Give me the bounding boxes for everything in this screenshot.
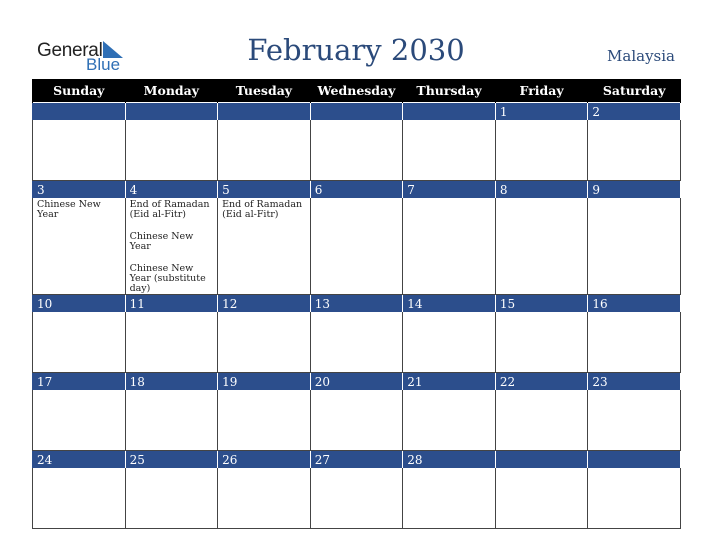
holiday-event: Chinese New Year <box>37 199 101 220</box>
week-events-row <box>33 198 681 295</box>
week-events-row <box>33 120 681 181</box>
day-number: 3 <box>33 181 126 199</box>
day-number: 21 <box>403 373 496 391</box>
day-cell[interactable] <box>495 198 588 295</box>
holiday-event: End of Ramadan (Eid al-Fitr) <box>222 199 303 220</box>
day-cell[interactable] <box>495 468 588 529</box>
day-number: 28 <box>403 451 496 469</box>
day-number: 13 <box>310 295 403 313</box>
day-cell[interactable] <box>218 120 311 181</box>
day-cell[interactable] <box>403 312 496 373</box>
day-number: 11 <box>125 295 218 313</box>
day-cell[interactable] <box>310 468 403 529</box>
day-cell[interactable] <box>310 120 403 181</box>
day-number: 12 <box>218 295 311 313</box>
logo-text-blue: Blue <box>86 55 121 74</box>
day-cell[interactable] <box>403 120 496 181</box>
day-cell[interactable] <box>588 312 681 373</box>
week-events-row <box>33 390 681 451</box>
day-number: 27 <box>310 451 403 469</box>
day-number: 20 <box>310 373 403 391</box>
day-cell[interactable] <box>33 312 126 373</box>
day-cell[interactable] <box>125 468 218 529</box>
day-cell[interactable] <box>588 468 681 529</box>
day-cell[interactable] <box>218 390 311 451</box>
day-cell[interactable] <box>588 120 681 181</box>
weekday-header: Wednesday <box>310 79 403 103</box>
weekday-header: Monday <box>125 79 218 103</box>
week-number-row <box>33 295 681 313</box>
day-number: 4 <box>125 181 218 199</box>
day-number: 6 <box>310 181 403 199</box>
weekday-header-row <box>33 79 681 103</box>
day-cell[interactable] <box>218 312 311 373</box>
day-cell[interactable] <box>310 198 403 295</box>
day-cell[interactable] <box>33 468 126 529</box>
day-cell[interactable] <box>33 198 126 295</box>
day-cell[interactable] <box>588 198 681 295</box>
day-number <box>403 103 496 121</box>
day-number: 10 <box>33 295 126 313</box>
day-number: 14 <box>403 295 496 313</box>
day-number <box>495 451 588 469</box>
day-cell[interactable] <box>218 468 311 529</box>
day-number <box>310 103 403 121</box>
day-cell[interactable] <box>33 120 126 181</box>
day-cell[interactable] <box>403 390 496 451</box>
day-cell[interactable] <box>495 120 588 181</box>
day-number: 22 <box>495 373 588 391</box>
week-events-row <box>33 468 681 529</box>
day-number: 8 <box>495 181 588 199</box>
day-number: 16 <box>588 295 681 313</box>
country-label: Malaysia <box>607 47 675 65</box>
day-cell[interactable] <box>125 198 218 295</box>
day-number: 17 <box>33 373 126 391</box>
week-number-row <box>33 451 681 469</box>
calendar-grid <box>32 79 681 529</box>
holiday-event: Chinese New Year (substitute day) <box>129 263 206 294</box>
day-number: 24 <box>33 451 126 469</box>
day-number: 26 <box>218 451 311 469</box>
weekday-header: Sunday <box>33 79 126 103</box>
day-cell[interactable] <box>125 390 218 451</box>
day-cell[interactable] <box>33 390 126 451</box>
day-cell[interactable] <box>403 198 496 295</box>
week-number-row <box>33 103 681 121</box>
day-cell[interactable] <box>125 312 218 373</box>
day-cell[interactable] <box>310 390 403 451</box>
day-number: 25 <box>125 451 218 469</box>
day-number <box>218 103 311 121</box>
day-number <box>33 103 126 121</box>
day-number: 18 <box>125 373 218 391</box>
day-number: 23 <box>588 373 681 391</box>
holiday-event: End of Ramadan (Eid al-Fitr) <box>129 199 210 220</box>
calendar-title: February 2030 <box>247 33 465 67</box>
holiday-event: Chinese New Year <box>129 231 194 252</box>
day-number: 2 <box>588 103 681 121</box>
weekday-header: Saturday <box>588 79 681 103</box>
weekday-header: Friday <box>495 79 588 103</box>
day-cell[interactable] <box>310 312 403 373</box>
day-cell[interactable] <box>218 198 311 295</box>
week-number-row <box>33 373 681 391</box>
day-cell[interactable] <box>495 390 588 451</box>
logo-text-general: General <box>37 40 103 61</box>
day-cell[interactable] <box>125 120 218 181</box>
weekday-header: Tuesday <box>218 79 311 103</box>
calendar-weeks <box>33 103 681 529</box>
day-number: 19 <box>218 373 311 391</box>
day-number: 1 <box>495 103 588 121</box>
day-cell[interactable] <box>495 312 588 373</box>
day-number: 15 <box>495 295 588 313</box>
weekday-header: Thursday <box>403 79 496 103</box>
day-number: 7 <box>403 181 496 199</box>
day-number: 5 <box>218 181 311 199</box>
day-number <box>125 103 218 121</box>
week-number-row <box>33 181 681 199</box>
week-events-row <box>33 312 681 373</box>
day-number: 9 <box>588 181 681 199</box>
day-cell[interactable] <box>588 390 681 451</box>
day-number <box>588 451 681 469</box>
day-cell[interactable] <box>403 468 496 529</box>
